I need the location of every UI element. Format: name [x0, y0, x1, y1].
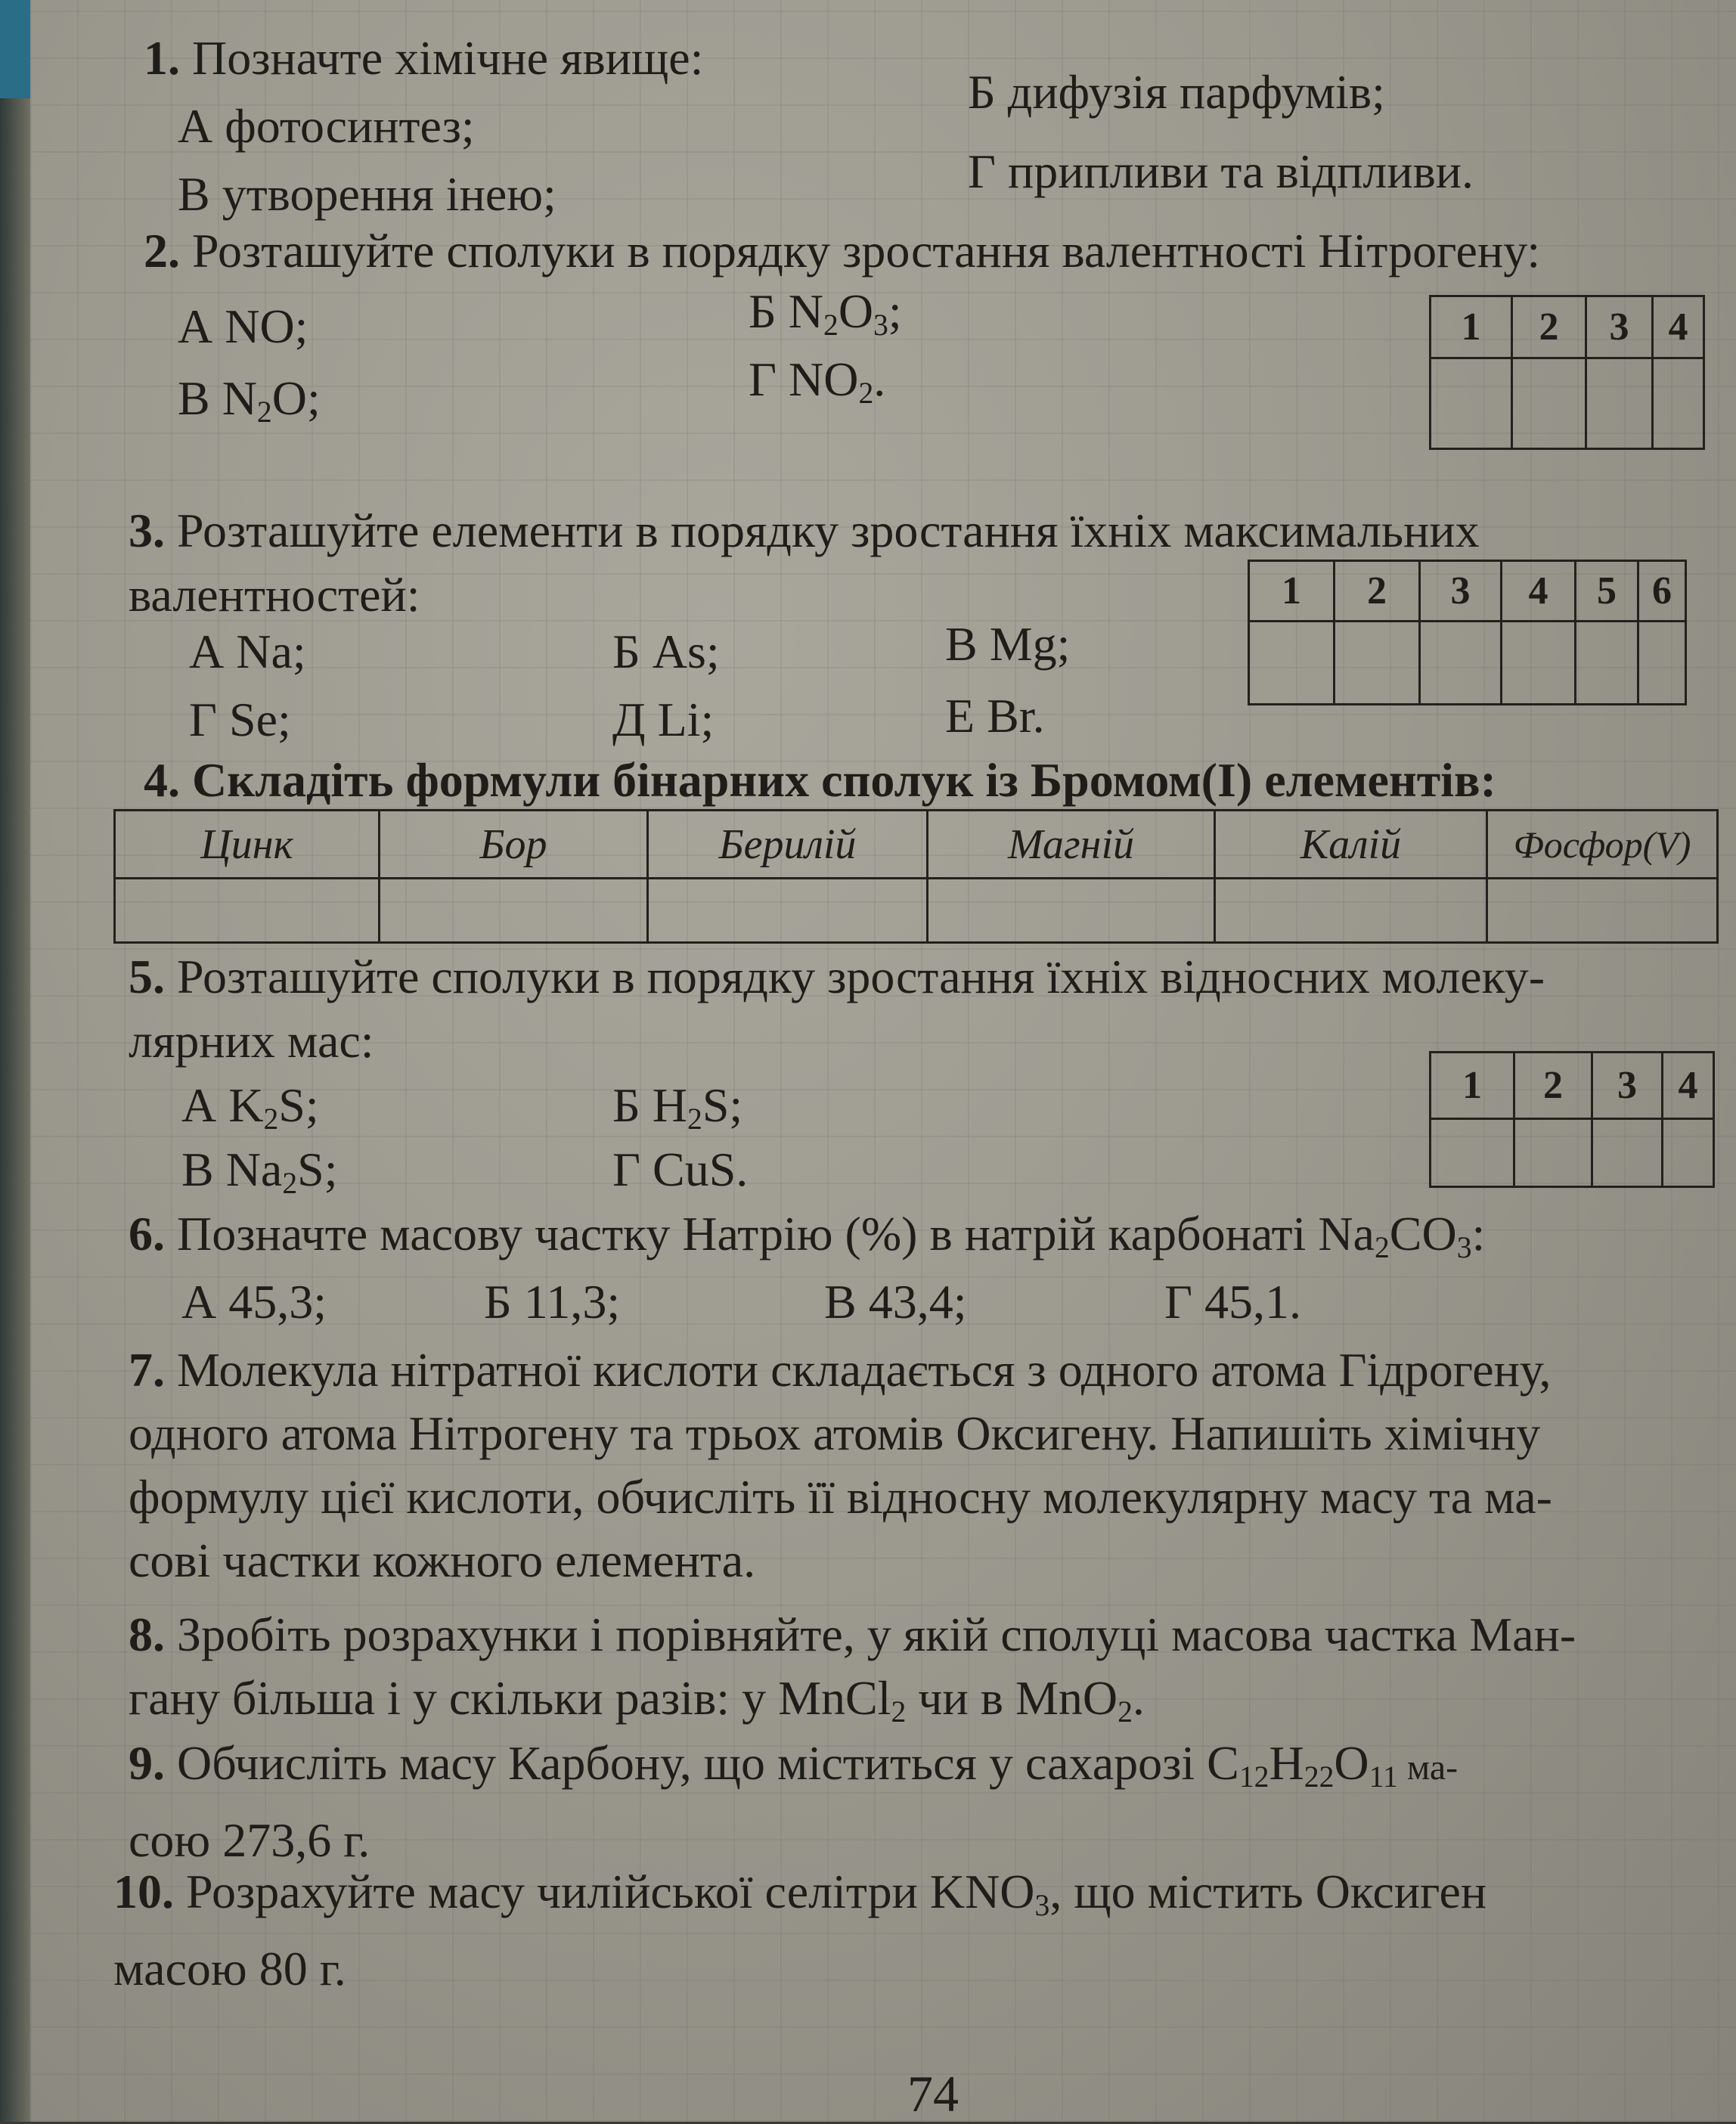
task-text-line: Молекула нітратної кислоти складається з одного атома Гідрогену, — [177, 1343, 1552, 1397]
option-a: А фотосинтез; — [178, 99, 475, 153]
grid-header: 2 — [1512, 296, 1586, 358]
option-b: Б $H_2S$; — [612, 1078, 743, 1136]
option-a: А 45,3; — [181, 1275, 327, 1329]
task-text: 6. Позначте масову частку Натрію (%) в натрій карбонаті $Na_2CO_3$: — [129, 1207, 1486, 1264]
element-column: Бор — [380, 811, 648, 879]
answer-cell[interactable] — [1215, 879, 1487, 943]
answer-cell[interactable] — [1663, 1119, 1714, 1187]
task-text-line: масою 80 г. — [113, 1941, 346, 1995]
task-text-line: сою 273,6 г. — [129, 1812, 370, 1867]
answer-grid — [1429, 1051, 1715, 1188]
element-column: Берилій — [648, 811, 928, 879]
task-text: Позначте хімічне явище: — [192, 31, 704, 85]
element-column: Магній — [928, 811, 1215, 879]
task-number: 7. — [129, 1343, 165, 1397]
option-g: Г CuS. — [612, 1143, 749, 1196]
answer-cell[interactable] — [928, 879, 1215, 943]
option-g: Г Se; — [189, 693, 291, 746]
task-text: Складіть формули бінарних сполук із Бромом(І) елементів: — [192, 753, 1496, 807]
answer-cell[interactable] — [1335, 622, 1420, 705]
grid-header: 3 — [1420, 561, 1502, 622]
task-6 — [129, 1202, 1736, 1346]
task-1 — [144, 19, 1731, 221]
grid-header: 2 — [1514, 1053, 1592, 1119]
grid-header: 6 — [1638, 561, 1686, 622]
page-number: 74 — [907, 2065, 959, 2122]
task-text-line: сові частки кожного елемента. — [129, 1533, 756, 1587]
option-b: Б $N_2O_3$; — [749, 284, 902, 342]
task-text-line: 10. Розрахуйте масу чилійської селітри $KNO_3$, що містить Оксиген — [113, 1865, 1487, 1922]
answer-grid — [1248, 560, 1687, 705]
task-2 — [144, 219, 1731, 469]
task-8 — [129, 1603, 1736, 1744]
task-5 — [129, 945, 1736, 1202]
task-3 — [129, 499, 1736, 756]
answer-cell[interactable] — [1512, 358, 1586, 449]
option-v: В 43,4; — [824, 1275, 967, 1329]
option-b: Б 11,3; — [484, 1275, 621, 1329]
task-9 — [129, 1732, 1736, 1872]
answer-cell[interactable] — [1431, 1119, 1514, 1187]
bookmark-tab — [0, 0, 30, 98]
task-number: 1. — [144, 31, 180, 85]
task-text-line: одного атома Нітрогену та трьох атомів Оксигену. Напишіть хімічну — [129, 1406, 1541, 1460]
grid-header: 1 — [1431, 296, 1512, 358]
task-4 — [113, 749, 1736, 945]
answer-cell[interactable] — [1514, 1119, 1592, 1187]
grid-header: 4 — [1502, 561, 1576, 622]
task-number: 8. — [129, 1608, 165, 1661]
formula-table — [113, 809, 1719, 944]
option-a: А $K_2S$; — [181, 1078, 319, 1136]
grid-header: 3 — [1586, 296, 1653, 358]
task-text: Розташуйте елементи в порядку зростання їхніх максимальних — [177, 504, 1480, 557]
option-v: В $Na_2S$; — [181, 1143, 338, 1200]
option-g: Г припливи та відпливи. — [968, 144, 1474, 198]
option-b: Б As; — [612, 625, 720, 678]
grid-header: 5 — [1576, 561, 1638, 622]
option-b: Б дифузія парфумів; — [968, 65, 1385, 119]
answer-cell[interactable] — [1249, 622, 1335, 705]
option-v: В утворення інею; — [178, 167, 556, 221]
option-d: Д Li; — [612, 693, 715, 746]
answer-cell[interactable] — [1487, 879, 1718, 943]
element-column: Калій — [1215, 811, 1487, 879]
answer-cell[interactable] — [1653, 358, 1704, 449]
option-a: А NO; — [178, 299, 308, 353]
answer-cell[interactable] — [648, 879, 928, 943]
option-v: В Mg; — [945, 617, 1071, 671]
option-g: Г 45,1. — [1164, 1275, 1301, 1329]
answer-cell[interactable] — [380, 879, 648, 943]
element-column: Цинк — [115, 811, 380, 879]
grid-header: 3 — [1592, 1053, 1663, 1119]
option-a: А Na; — [189, 625, 306, 678]
task-number: 4. — [144, 753, 180, 807]
answer-cell[interactable] — [1420, 622, 1502, 705]
task-number: 3. — [129, 504, 165, 557]
answer-cell[interactable] — [1592, 1119, 1663, 1187]
task-number: 5. — [129, 950, 165, 1003]
option-e: Е Br. — [945, 689, 1045, 743]
task-text-continued: лярних мас: — [129, 1014, 374, 1068]
answer-cell[interactable] — [115, 879, 380, 943]
answer-cell[interactable] — [1502, 622, 1576, 705]
grid-header: 1 — [1431, 1053, 1514, 1119]
grid-header: 4 — [1663, 1053, 1714, 1119]
task-text-continued: валентностей: — [129, 568, 420, 622]
task-text-line: 9. Обчисліть масу Карбону, що міститься у сахарозі $C_{12}H_{22}O_{11}$ ма- — [129, 1736, 1459, 1794]
option-g: Г $NO_2$. — [749, 352, 886, 410]
answer-grid — [1429, 295, 1705, 450]
answer-cell[interactable] — [1576, 622, 1638, 705]
option-v: В $N_2O$; — [178, 371, 321, 429]
task-text: Розташуйте сполуки в порядку зростання їхніх відносних молеку- — [177, 950, 1545, 1003]
textbook-page — [30, 0, 1736, 2122]
task-text-line: формулу цієї кислоти, обчисліть її відносну молекулярну масу та ма- — [129, 1470, 1552, 1524]
answer-cell[interactable] — [1431, 358, 1512, 449]
task-number: 2. — [144, 224, 180, 278]
task-text-line: гану більша і у скільки разів: у MnCl$_2$ чи в MnO$_2$. — [129, 1671, 1145, 1729]
task-text: Розташуйте сполуки в порядку зростання валентності Нітрогену: — [192, 224, 1541, 278]
task-text-line: Зробіть розрахунки і порівняйте, у якій сполуці масова частка Ман- — [177, 1608, 1576, 1661]
answer-cell[interactable] — [1638, 622, 1686, 705]
element-column: Фосфор(V) — [1487, 811, 1718, 879]
answer-cell[interactable] — [1586, 358, 1653, 449]
task-7 — [129, 1338, 1736, 1592]
task-10 — [113, 1860, 1736, 2001]
grid-header: 1 — [1249, 561, 1335, 622]
grid-header: 2 — [1335, 561, 1420, 622]
grid-header: 4 — [1653, 296, 1704, 358]
